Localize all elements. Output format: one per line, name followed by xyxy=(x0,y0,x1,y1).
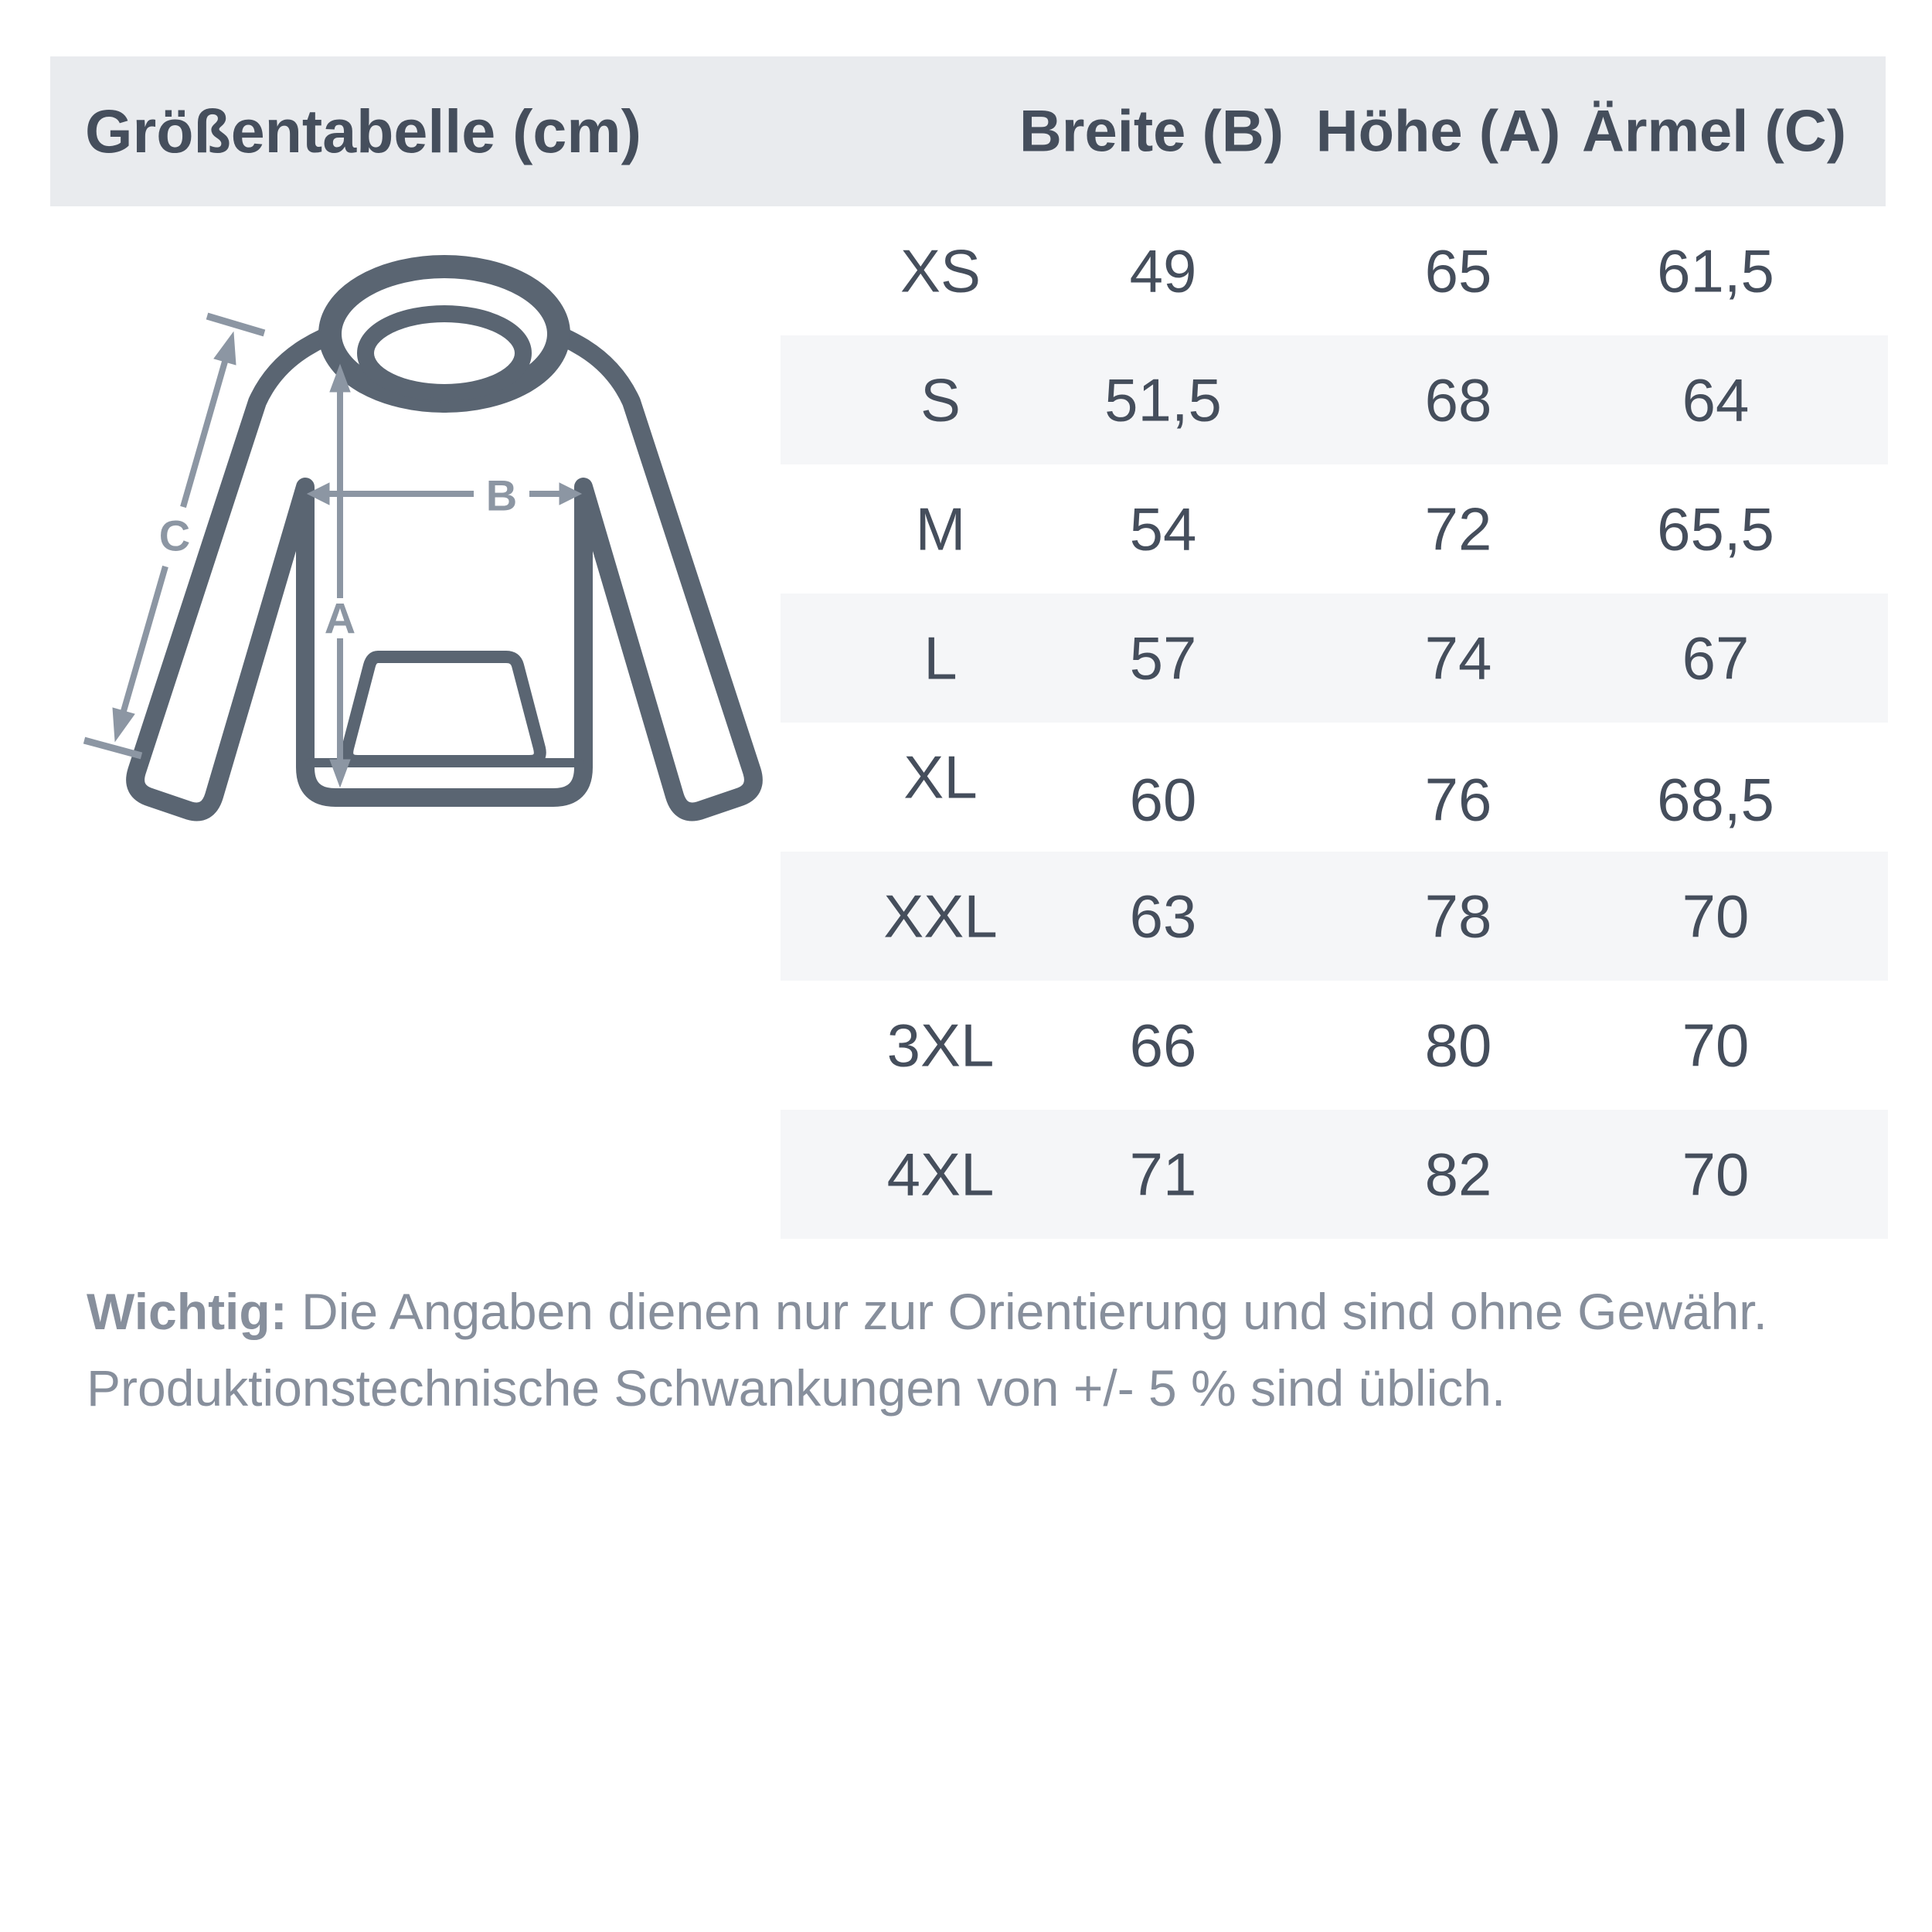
table-row-xl xyxy=(0,723,1932,852)
hoehe-value: 78 xyxy=(1424,882,1492,950)
breite-value: 54 xyxy=(1129,495,1197,563)
size-label: S xyxy=(920,366,961,434)
breite-value: 60 xyxy=(1129,765,1197,833)
size-label: M xyxy=(915,495,966,563)
breite-value: 57 xyxy=(1129,624,1197,692)
table-row-4xl xyxy=(0,1110,1932,1239)
aermel-value: 64 xyxy=(1682,366,1750,434)
aermel-value: 61,5 xyxy=(1657,236,1774,304)
disclaimer xyxy=(87,1274,1887,1427)
aermel-value: 68,5 xyxy=(1657,765,1774,833)
size-label: XS xyxy=(900,236,981,304)
table-row-3xl xyxy=(0,981,1932,1110)
table-row-xxl xyxy=(0,852,1932,981)
hoehe-value: 82 xyxy=(1424,1140,1492,1208)
aermel-value: 70 xyxy=(1682,882,1750,950)
aermel-value: 70 xyxy=(1682,1140,1750,1208)
column-header-aermel: Ärmel (C) xyxy=(1581,98,1847,165)
column-header-breite: Breite (B) xyxy=(1019,98,1284,165)
size-label: XL xyxy=(903,743,978,811)
page-title: Größentabelle (cm) xyxy=(85,97,641,165)
label-breite-b: B xyxy=(485,471,518,520)
aermel-value: 65,5 xyxy=(1657,495,1774,563)
breite-value: 63 xyxy=(1129,882,1197,950)
size-label: XXL xyxy=(883,882,998,950)
table-row-s xyxy=(0,335,1932,464)
size-label: 3XL xyxy=(886,1011,995,1079)
size-label: L xyxy=(923,624,957,692)
aermel-value: 70 xyxy=(1682,1011,1750,1079)
disclaimer-line-1 xyxy=(87,1274,1887,1350)
label-aermel-c: C xyxy=(158,511,191,560)
size-label: 4XL xyxy=(886,1140,995,1208)
hoehe-value: 74 xyxy=(1424,624,1492,692)
hoehe-value: 72 xyxy=(1424,495,1492,563)
table-header xyxy=(50,56,1886,206)
table-row-xs xyxy=(0,206,1932,335)
breite-value: 49 xyxy=(1129,236,1197,304)
aermel-value: 67 xyxy=(1682,624,1750,692)
table-row-l xyxy=(0,594,1932,723)
table-row-m xyxy=(0,464,1932,594)
breite-value: 66 xyxy=(1129,1011,1197,1079)
breite-value: 71 xyxy=(1129,1140,1197,1208)
disclaimer-line-2: Produktionstechnische Schwankungen von +/- 5 % sind üblich. xyxy=(87,1359,1506,1417)
column-header-hoehe: Höhe (A) xyxy=(1315,98,1561,165)
disclaimer-text-1: Die Angaben dienen nur zur Orientierung und sind ohne Gewähr. xyxy=(287,1283,1767,1340)
disclaimer-bold: Wichtig: xyxy=(87,1283,287,1340)
hoehe-value: 76 xyxy=(1424,765,1492,833)
label-hoehe-a: A xyxy=(324,594,356,643)
breite-value: 51,5 xyxy=(1104,366,1222,434)
hoehe-value: 80 xyxy=(1424,1011,1492,1079)
hoehe-value: 68 xyxy=(1424,366,1492,434)
hoehe-value: 65 xyxy=(1424,236,1492,304)
